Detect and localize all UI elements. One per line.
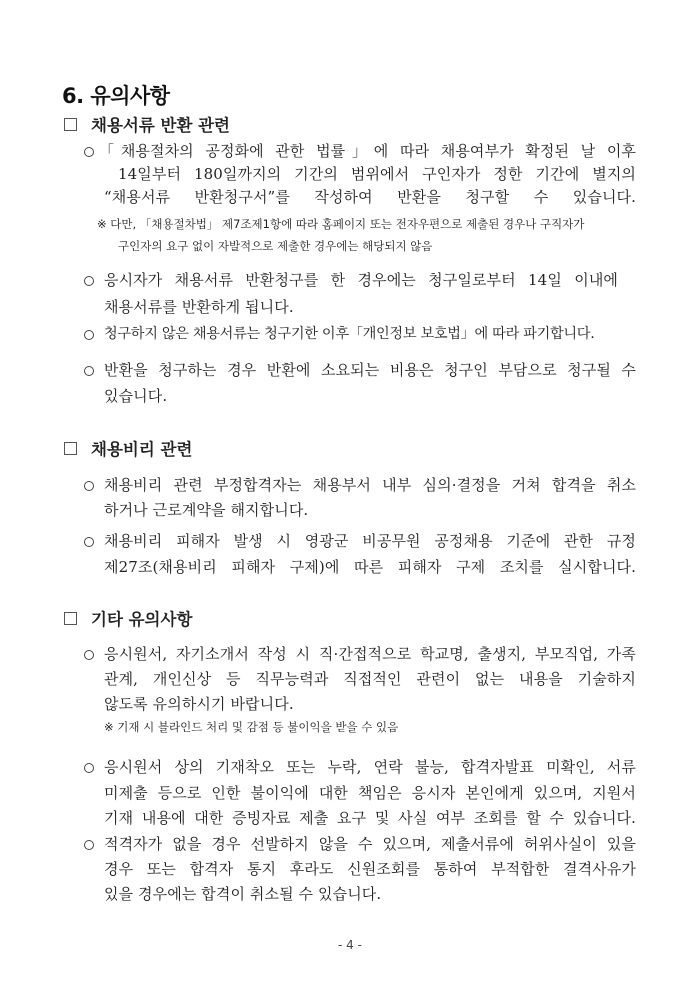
paragraph-line: 응시자가 채용서류 반환청구를 한 경우에는 청구일로부터 14일 이내에 xyxy=(104,271,618,289)
circle-bullet-icon xyxy=(84,840,94,850)
paragraph-line: “채용서류 반환청구서”를 작성하여 반환을 청구할 수 있습니다. xyxy=(104,188,636,206)
circle-bullet-icon xyxy=(84,481,94,491)
paragraph-line: 채용서류를 반환하게 됩니다. xyxy=(104,298,294,316)
note-line: ※ 다만, 「채용절차법」 제7조제1항에 따라 홈페이지 또는 전자우편으로 제출된 경우나 구직자가 xyxy=(97,217,585,231)
note-line: 구인자의 요구 없이 자발적으로 제출한 경우에는 해당되지 않음 xyxy=(118,239,433,253)
paragraph-line: 반환을 청구하는 경우 반환에 소요되는 비용은 청구인 부담으로 청구될 수 xyxy=(104,361,636,379)
paragraph-line: 「채용절차의 공정화에 관한 법률」에 따라 채용여부가 확정된 날 이후 xyxy=(99,142,636,160)
page-title: 6. 유의사항 xyxy=(62,84,170,108)
paragraph-line: 채용비리 관련 부정합격자는 채용부서 내부 심의·결정을 거쳐 합격을 취소 xyxy=(104,476,636,494)
paragraph-line: 제27조(채용비리 피해자 구제)에 따른 피해자 구제 조치를 실시합니다. xyxy=(104,558,636,576)
section-heading-text: 채용서류 반환 관련 xyxy=(91,116,231,135)
page-number: - 4 - xyxy=(338,938,362,952)
paragraph-line: 응시원서 상의 기재착오 또는 누락, 연락 불능, 합격자발표 미확인, 서류 xyxy=(104,758,636,776)
circle-bullet-icon xyxy=(84,330,94,340)
circle-bullet-icon xyxy=(84,537,94,547)
checkbox-square-icon xyxy=(64,118,77,131)
section-heading-hiring-corruption xyxy=(64,436,192,460)
paragraph-line: 하거나 근로계약을 해지합니다. xyxy=(104,501,309,519)
paragraph-line: 미제출 등으로 인한 불이익에 대한 책임은 응시자 본인에게 있으며, 지원서 xyxy=(104,784,636,802)
paragraph-line: 청구하지 않은 채용서류는 청구기한 이후「개인정보 보호법」에 따라 파기합니다. xyxy=(104,326,595,342)
circle-bullet-icon xyxy=(84,650,94,660)
paragraph-line: 채용비리 피해자 발생 시 영광군 비공무원 공정채용 기준에 관한 규정 xyxy=(104,532,636,550)
circle-bullet-icon xyxy=(84,147,94,157)
paragraph-line: 있을 경우에는 합격이 취소될 수 있습니다. xyxy=(104,885,382,903)
circle-bullet-icon xyxy=(84,763,94,773)
paragraph-line: 있습니다. xyxy=(104,387,168,405)
note-line: ※ 기재 시 블라인드 처리 및 감점 등 불이익을 받을 수 있음 xyxy=(104,720,399,734)
section-heading-other-notes xyxy=(64,606,192,630)
paragraph-line: 기재 내용에 대한 증빙자료 제출 요구 및 사실 여부 조회를 할 수 있습니다. xyxy=(104,809,636,827)
circle-bullet-icon xyxy=(84,276,94,286)
paragraph-line: 응시원서, 자기소개서 작성 시 직·간접적으로 학교명, 출생지, 부모직업, 가족 xyxy=(104,645,636,663)
section-heading-text: 채용비리 관련 xyxy=(91,440,193,459)
paragraph-line: 않도록 유의하시기 바랍니다. xyxy=(104,695,294,713)
circle-bullet-icon xyxy=(84,366,94,376)
section-heading-document-return xyxy=(64,112,230,136)
paragraph-line: 14일부터 180일까지의 기간의 범위에서 구인자가 정한 기간에 별지의 xyxy=(118,165,636,183)
section-heading-text: 기타 유의사항 xyxy=(91,610,193,629)
paragraph-line: 적격자가 없을 경우 선발하지 않을 수 있으며, 제출서류에 허위사실이 있을 xyxy=(104,835,636,853)
checkbox-square-icon xyxy=(64,442,77,455)
paragraph-line: 경우 또는 합격자 통지 후라도 신원조회를 통하여 부적합한 결격사유가 xyxy=(104,860,636,878)
checkbox-square-icon xyxy=(64,612,77,625)
paragraph-line: 관계, 개인신상 등 직무능력과 직접적인 관련이 없는 내용을 기술하지 xyxy=(104,670,636,688)
